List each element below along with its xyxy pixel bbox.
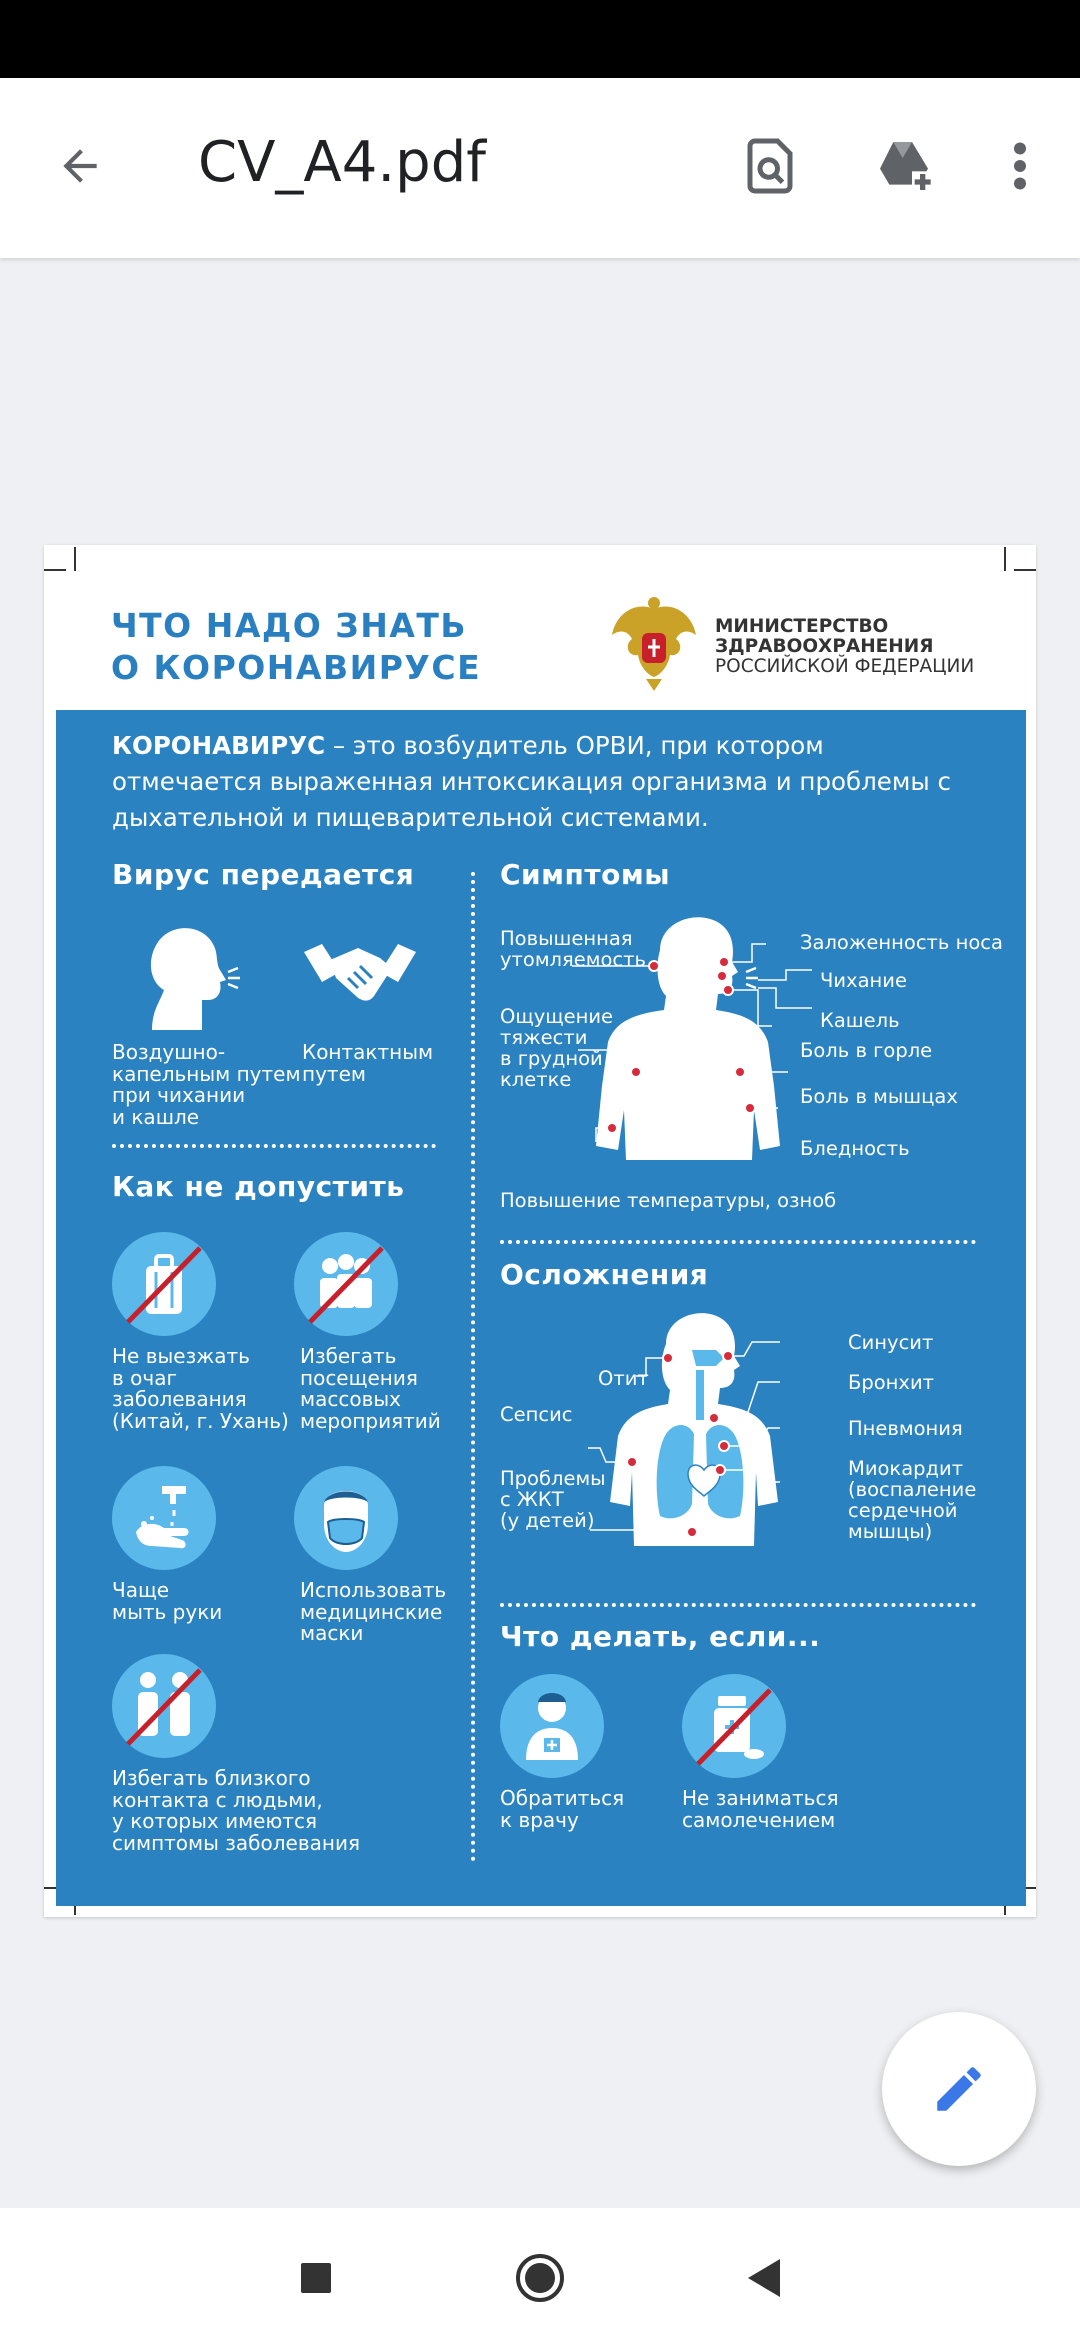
- prevention-heading: Как не допустить: [112, 1170, 405, 1203]
- transmission-heading: Вирус передается: [112, 858, 415, 891]
- wash-hands-caption: Чаще мыть руки: [112, 1578, 223, 1624]
- ministry-line: ЗДРАВООХРАНЕНИЯ: [715, 636, 934, 657]
- poster-title: [111, 605, 481, 689]
- add-to-drive-button[interactable]: [856, 118, 952, 214]
- complication-myocarditis: Миокардит (воспаление сердечной мышцы): [848, 1457, 977, 1543]
- home-button[interactable]: [500, 2238, 580, 2318]
- contact-caption: Контактным путем: [302, 1040, 434, 1086]
- no-self-medication-caption: Не заниматься самолечением: [682, 1786, 839, 1832]
- intro-bold: КОРОНАВИРУС: [112, 731, 326, 760]
- system-navigation-bar: [0, 2208, 1080, 2340]
- poster-title-line: ЧТО НАДО ЗНАТЬ: [111, 606, 468, 645]
- ministry-line: МИНИСТЕРСТВО: [715, 616, 889, 637]
- find-in-document-button[interactable]: [722, 118, 818, 214]
- app-bar: [0, 78, 1080, 258]
- horizontal-divider: [500, 1603, 976, 1607]
- ministry-line: РОССИЙСКОЙ ФЕДЕРАЦИИ: [715, 656, 975, 677]
- poster-title-line: О КОРОНАВИРУСЕ: [111, 648, 482, 687]
- coat-of-arms-emblem: [606, 595, 702, 695]
- symptom-nose: Заложенность носа: [800, 931, 1003, 954]
- square-icon: [301, 2263, 331, 2293]
- doctor-caption: Обратиться к врачу: [500, 1786, 625, 1832]
- edit-fab-button[interactable]: [882, 2012, 1036, 2166]
- nav-back-button[interactable]: [724, 2238, 804, 2318]
- handshake-icon: [300, 938, 420, 1018]
- crowd-icon: [294, 1232, 398, 1336]
- complication-sepsis: Сепсис: [500, 1403, 573, 1426]
- symptom-muscles: Боль в мышцах: [800, 1085, 958, 1108]
- hand-washing-icon: [112, 1466, 216, 1570]
- masks-caption: Использовать медицинские маски: [300, 1578, 447, 1645]
- crop-mark: [44, 569, 66, 571]
- document-title: CV_A4.pdf: [198, 130, 486, 195]
- back-button[interactable]: [40, 126, 120, 206]
- head-sneeze-icon: [132, 920, 242, 1030]
- triangle-back-icon: [744, 2257, 784, 2299]
- status-bar: [0, 0, 1080, 78]
- complication-otitis: Отит: [598, 1367, 649, 1390]
- face-mask-icon: [294, 1466, 398, 1570]
- symptom-pallor: Бледность: [800, 1137, 910, 1160]
- avoid-contact-caption: Избегать близкого контакта с людьми, у которых имеются симптомы заболевания: [112, 1766, 360, 1855]
- ministry-name: [715, 617, 974, 677]
- more-options-button[interactable]: [972, 118, 1068, 214]
- complication-bronchitis: Бронхит: [848, 1371, 935, 1394]
- arrow-left-icon: [55, 141, 105, 191]
- crop-mark: [1014, 569, 1036, 571]
- pencil-edit-icon: [930, 2060, 988, 2118]
- intro-text: [112, 728, 972, 836]
- no-travel-caption: Не выезжать в очаг заболевания (Китай, г. Ухань): [112, 1344, 289, 1433]
- symptom-fever: Повышение температуры, озноб: [500, 1189, 837, 1212]
- symptom-sneeze: Чихание: [820, 969, 907, 992]
- symptom-throat: Боль в горле: [800, 1039, 933, 1062]
- add-to-drive-icon: [872, 134, 936, 198]
- complication-sinusitis: Синусит: [848, 1331, 934, 1354]
- vertical-divider: [471, 872, 475, 1862]
- what-to-do-heading: Что делать, если...: [500, 1620, 821, 1653]
- symptom-fatigue: Повышенная утомляемость: [500, 927, 646, 971]
- circle-icon: [514, 2252, 566, 2304]
- symptoms-heading: Симптомы: [500, 858, 671, 891]
- more-vertical-icon: [1000, 136, 1040, 196]
- symptom-cough: Кашель: [820, 1009, 900, 1032]
- avoid-contact-icon: [112, 1654, 216, 1758]
- recents-button[interactable]: [276, 2238, 356, 2318]
- complications-heading: Осложнения: [500, 1258, 709, 1291]
- airborne-caption: Воздушно- капельным путем при чихании и кашле: [112, 1040, 301, 1129]
- complication-pneumonia: Пневмония: [848, 1417, 963, 1440]
- symptom-chest: Ощущение тяжести в грудной клетке: [500, 1005, 614, 1091]
- crop-mark: [1004, 547, 1006, 571]
- horizontal-divider: [500, 1240, 976, 1244]
- no-self-medication-icon: [682, 1674, 786, 1778]
- horizontal-divider: [112, 1144, 436, 1148]
- intro-rest: – это возбудитель ОРВИ, при котором отмечается выраженная интоксикация организма и проблемы с дыхательной и пищеварительной системами.: [112, 731, 951, 832]
- poster-body: [56, 710, 1026, 1906]
- doctor-icon: [500, 1674, 604, 1778]
- luggage-icon: [112, 1232, 216, 1336]
- complication-gi: Проблемы с ЖКТ (у детей): [500, 1467, 606, 1532]
- crop-mark: [74, 547, 76, 571]
- avoid-events-caption: Избегать посещения массовых мероприятий: [300, 1344, 441, 1433]
- search-in-document-icon: [740, 136, 800, 196]
- pdf-page[interactable]: [44, 545, 1036, 1917]
